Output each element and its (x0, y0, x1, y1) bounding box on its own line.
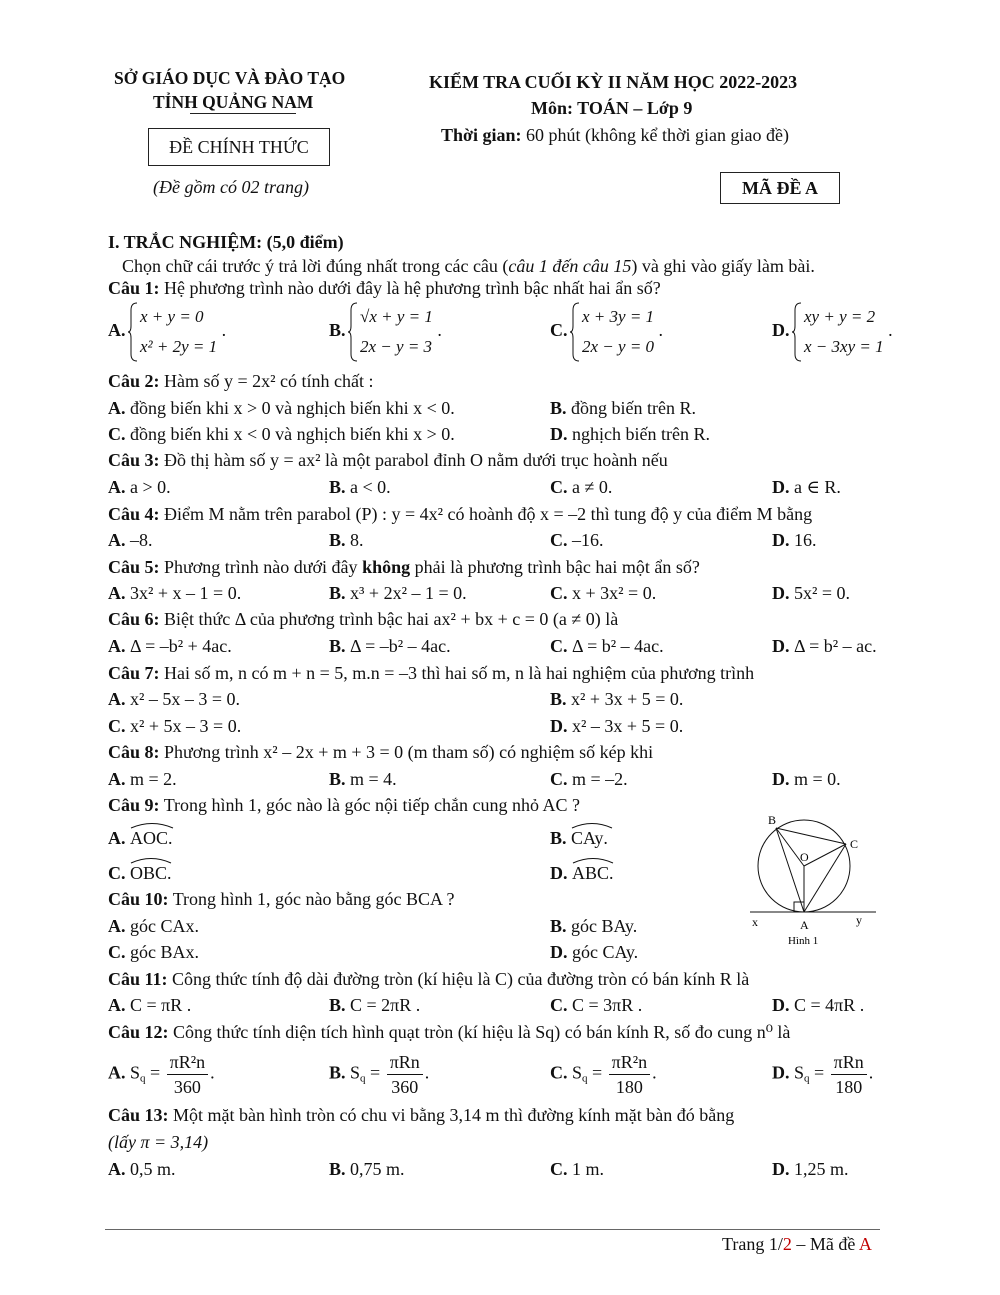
equation: xy + y = 2 (804, 307, 876, 326)
q12-option-b: B. $S_q$ = $\frac{\text{πRn}}{360}$ . (329, 1052, 430, 1097)
department-name: SỞ GIÁO DỤC VÀ ĐÀO TẠO (114, 68, 346, 88)
q8-option-a: A. m = 2. (108, 769, 177, 789)
figure-1 (748, 810, 878, 955)
q11-option-b: B. C = 2πR . (329, 995, 421, 1015)
q1-option-d: D. xy + y = 2 x − 3xy = 1 . (772, 302, 893, 362)
q5-option-c: C. x + 3x² = 0. (550, 583, 657, 603)
province-name: TỈNH QUẢNG NAM (153, 92, 314, 112)
q9-option-b: B. CAy. (550, 827, 608, 849)
q6-option-b: B. Δ = –b² – 4ac. (329, 636, 451, 656)
q7-option-a: A. x² – 5x – 3 = 0. (108, 689, 241, 709)
point-a-label: A (800, 918, 809, 932)
q8-option-b: B. m = 4. (329, 769, 397, 789)
q3-option-a: A. a > 0. (108, 477, 171, 497)
q6-option-c: C. Δ = b² – 4ac. (550, 636, 664, 656)
q1-option-c: C. x + 3y = 1 2x − y = 0 . (550, 302, 663, 362)
equation: x + y = 0 (140, 307, 204, 326)
q4-option-b: B. 8. (329, 530, 364, 550)
q3-option-c: C. a ≠ 0. (550, 477, 613, 497)
q12-option-a: A. $S_q$ = $\frac{\text{πR²n}}{360}$ . (108, 1052, 215, 1097)
instruction-text: Chọn chữ cái trước ý trả lời đúng nhất trong các câu ( (122, 256, 509, 276)
q7-option-d: D. x² – 3x + 5 = 0. (550, 716, 684, 736)
q1-option-a: A. x + y = 0 x² + 2y = 1 . (108, 302, 226, 362)
time-line (441, 125, 789, 146)
question-12: Câu 12: Công thức tính diện tích hình quạt tròn (kí hiệu là Sq) có bán kính R, số đo cung n⁰ là (108, 1022, 791, 1042)
q3-option-b: B. a < 0. (329, 477, 391, 497)
question-7: Câu 7: Hai số m, n có m + n = 5, m.n = –3 thì hai số m, n là hai nghiệm của phương trình (108, 663, 755, 683)
q11-option-a: A. C = πR . (108, 995, 192, 1015)
q1-option-b: B. √x + y = 1 2x − y = 3 . (329, 302, 442, 362)
q13-option-b: B. 0,75 m. (329, 1159, 405, 1179)
q8-option-c: C. m = –2. (550, 769, 628, 789)
equation: 2x − y = 3 (360, 337, 433, 356)
question-5: Câu 5: Phương trình nào dưới đây không phải là phương trình bậc hai một ẩn số? (108, 557, 700, 577)
equation: x − 3xy = 1 (804, 337, 884, 356)
q4-option-a: A. –8. (108, 530, 153, 550)
pages-note: (Đề gồm có 02 trang) (153, 177, 309, 197)
instruction-range: câu 1 đến câu 15 (508, 256, 632, 276)
q7-option-c: C. x² + 5x – 3 = 0. (108, 716, 242, 736)
question-10: Câu 10: Trong hình 1, góc nào bằng góc BCA ? (108, 889, 455, 909)
q2-option-b: B. đồng biến trên R. (550, 398, 696, 418)
section-title: I. TRẮC NGHIỆM: (5,0 điểm) (108, 232, 344, 252)
q2-option-d: D. nghịch biến trên R. (550, 424, 710, 444)
q12-option-d: D. $S_q$ = $\frac{\text{πRn}}{180}$ . (772, 1052, 874, 1097)
q10-option-d: D. góc CAy. (550, 942, 639, 962)
footer-divider (105, 1229, 880, 1230)
q3-option-d: D. a ∈ R. (772, 477, 841, 497)
q5-option-d: D. 5x² = 0. (772, 583, 851, 603)
q4-option-c: C. –16. (550, 530, 604, 550)
figure-caption: Hình 1 (788, 935, 819, 947)
exam-code: MÃ ĐỀ A (742, 178, 818, 198)
question-label: Câu 1: (108, 278, 160, 298)
equation: √x + y = 1 (360, 307, 433, 326)
official-label: ĐỀ CHÍNH THỨC (169, 137, 309, 157)
q11-option-d: D. C = 4πR . (772, 995, 865, 1015)
q7-option-b: B. x² + 3x + 5 = 0. (550, 689, 684, 709)
q9-option-d: D. ABC. (550, 862, 614, 884)
question-4: Câu 4: Điểm M nằm trên parabol (P) : y = 4x² có hoành độ x = –2 thì tung độ y của điểm M bằng (108, 504, 813, 524)
question-6: Câu 6: Biệt thức Δ của phương trình bậc hai ax² + bx + c = 0 (a ≠ 0) là (108, 609, 619, 629)
official-label-box (148, 128, 330, 166)
point-o-label: O (800, 850, 809, 864)
q6-option-d: D. Δ = b² – ac. (772, 636, 877, 656)
time-value: 60 phút (không kể thời gian giao đề) (521, 125, 789, 145)
q10-option-c: C. góc BAx. (108, 942, 199, 962)
subject-title: Môn: TOÁN – Lớp 9 (531, 98, 693, 118)
instruction-text-end: ) và ghi vào giấy làm bài. (631, 256, 815, 276)
point-b-label: B (768, 813, 777, 827)
question-3: Câu 3: Đồ thị hàm số y = ax² là một parabol đỉnh O nằm dưới trục hoành nếu (108, 450, 668, 470)
q8-option-d: D. m = 0. (772, 769, 841, 789)
exam-code-box (720, 172, 840, 204)
question-11: Câu 11: Công thức tính độ dài đường tròn (kí hiệu là C) của đường tròn có bán kính R là (108, 969, 750, 989)
exam-title: KIỂM TRA CUỐI KỲ II NĂM HỌC 2022-2023 (429, 72, 798, 92)
q13-option-d: D. 1,25 m. (772, 1159, 849, 1179)
question-1 (108, 277, 661, 299)
q13-option-c: C. 1 m. (550, 1159, 605, 1179)
question-9: Câu 9: Trong hình 1, góc nào là góc nội tiếp chắn cung nhỏ AC ? (108, 795, 580, 815)
equation: x² + 2y = 1 (140, 337, 218, 356)
q6-option-a: A. Δ = –b² + 4ac. (108, 636, 232, 656)
point-x-label: x (752, 915, 758, 929)
time-label: Thời gian: (441, 125, 522, 145)
question-text: Hệ phương trình nào dưới đây là hệ phương trình bậc nhất hai ẩn số? (159, 278, 661, 298)
point-y-label: y (856, 913, 862, 927)
point-c-label: C (850, 837, 859, 851)
q5-option-a: A. 3x² + x – 1 = 0. (108, 583, 242, 603)
q13-option-a: A. 0,5 m. (108, 1159, 176, 1179)
q9-option-c: C. OBC. (108, 862, 172, 884)
q5-option-b: B. x³ + 2x² – 1 = 0. (329, 583, 467, 603)
page-footer: Trang 1/2 – Mã đề A (722, 1234, 872, 1254)
section-instruction (122, 255, 815, 277)
question-2: Câu 2: Hàm số y = 2x² có tính chất : (108, 371, 374, 391)
q2-option-c: C. đồng biến khi x < 0 và nghịch biến khi x > 0. (108, 424, 455, 444)
province-underline (190, 113, 296, 114)
q10-option-b: B. góc BAy. (550, 916, 638, 936)
q11-option-c: C. C = 3πR . (550, 995, 643, 1015)
equation: x + 3y = 1 (582, 307, 655, 326)
q2-option-a: A. đồng biến khi x > 0 và nghịch biến khi x < 0. (108, 398, 455, 418)
q4-option-d: D. 16. (772, 530, 817, 550)
q10-option-a: A. góc CAx. (108, 916, 199, 936)
q9-option-a: A. AOC. (108, 827, 173, 849)
question-13: Câu 13: Một mặt bàn hình tròn có chu vi bằng 3,14 m thì đường kính mặt bàn đó bằng (108, 1105, 735, 1125)
question-8: Câu 8: Phương trình x² – 2x + m + 3 = 0 (m tham số) có nghiệm số kép khi (108, 742, 654, 762)
q12-option-c: C. $S_q$ = $\frac{\text{πR²n}}{180}$ . (550, 1052, 657, 1097)
equation: 2x − y = 0 (582, 337, 655, 356)
question-13-note: (lấy π = 3,14) (108, 1132, 209, 1152)
